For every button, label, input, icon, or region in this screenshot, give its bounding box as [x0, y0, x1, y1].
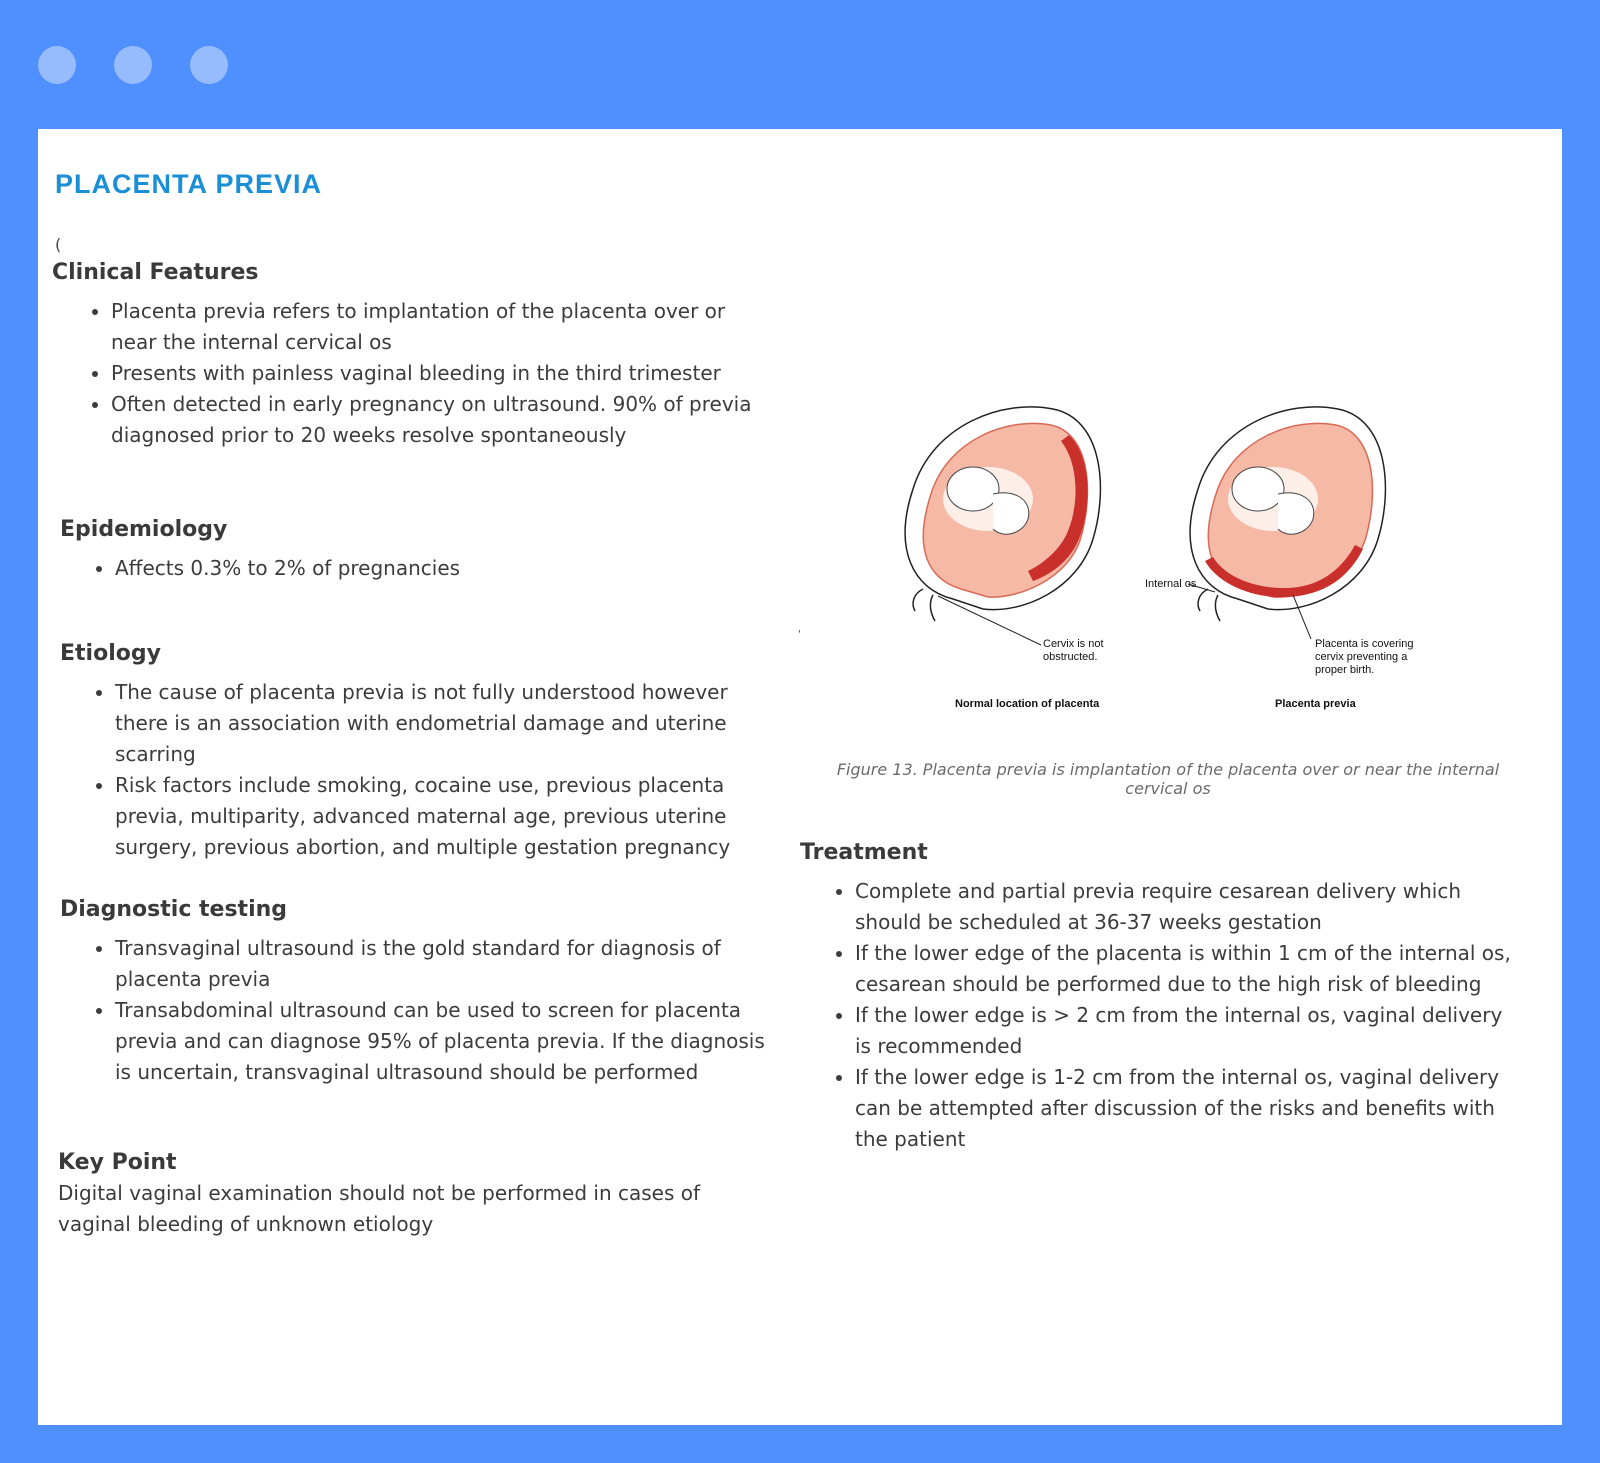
list-item: • Affects 0.3% to 2% of pregnancies — [115, 553, 780, 584]
figure-left-title: Normal location of placenta — [955, 698, 1100, 710]
list-item: • If the lower edge is > 2 cm from the internal os, vaginal delivery is recommended — [855, 1000, 1520, 1062]
section-epidemiology — [60, 515, 780, 584]
stray-character-2: ' — [798, 629, 801, 640]
key-point-text: Digital vaginal examination should not be performed in cases of vaginal bleeding of unknown etiology — [58, 1181, 701, 1236]
section-clinical-features — [52, 258, 776, 451]
section-heading: Etiology — [60, 641, 161, 666]
window-minimize-dot[interactable] — [114, 46, 152, 84]
list-item: • The cause of placenta previa is not fully understood however there is an association with endometrial damage and uterine scarring — [115, 677, 780, 770]
previa-uterus-illustration — [1188, 407, 1385, 639]
bullet-list — [60, 933, 780, 1088]
page-title: PLACENTA PREVIA — [55, 169, 323, 199]
figure-left-note: Cervix is not — [1043, 638, 1104, 650]
normal-uterus-illustration — [905, 407, 1100, 645]
figure-left-note: obstructed. — [1043, 651, 1098, 663]
list-item: • If the lower edge is 1-2 cm from the internal os, vaginal delivery can be attempted after discussion of the risks and benefits with the patient — [855, 1062, 1520, 1155]
section-key-point — [58, 1148, 778, 1240]
figure-right-note: cervix preventing a — [1315, 651, 1408, 663]
section-heading: Treatment — [800, 840, 928, 865]
stray-character: ( — [55, 235, 62, 254]
section-heading: Key Point — [58, 1150, 177, 1175]
figure-caption: Figure 13. Placenta previa is implantation of the placenta over or near the internal cervical os — [836, 760, 1500, 798]
bullet-list — [60, 553, 780, 584]
figure-right-title: Placenta previa — [1275, 698, 1356, 710]
figure-right-note: proper birth. — [1315, 664, 1375, 676]
list-item: • Transvaginal ultrasound is the gold standard for diagnosis of placenta previa — [115, 933, 780, 995]
bullet-list — [60, 677, 780, 863]
section-heading: Epidemiology — [60, 517, 228, 542]
list-item: • Presents with painless vaginal bleeding in the third trimester — [111, 358, 776, 389]
list-item: • Often detected in early pregnancy on ultrasound. 90% of previa diagnosed prior to 20 weeks resolve spontaneously — [111, 389, 776, 451]
figure-internal-os-label: Internal os — [1145, 578, 1197, 590]
list-item: • Complete and partial previa require cesarean delivery which should be scheduled at 36-37 weeks gestation — [855, 876, 1520, 938]
list-item: • If the lower edge of the placenta is within 1 cm of the internal os, cesarean should be performed due to the high risk of bleeding — [855, 938, 1520, 1000]
window-maximize-dot[interactable] — [190, 46, 228, 84]
list-item: • Transabdominal ultrasound can be used to screen for placenta previa and can diagnose 95% of placenta previa. If the diagnosis is uncertain, transvaginal ultrasound should be performed — [115, 995, 780, 1088]
window-close-dot[interactable] — [38, 46, 76, 84]
figure-right-note: Placenta is covering — [1315, 638, 1413, 650]
section-treatment — [800, 838, 1520, 1155]
document-page — [38, 129, 1562, 1425]
section-etiology — [60, 639, 780, 863]
bullet-list — [56, 296, 776, 451]
section-diagnostic-testing — [60, 895, 780, 1088]
section-heading: Diagnostic testing — [60, 897, 288, 922]
list-item: • Placenta previa refers to implantation of the placenta over or near the internal cervical os — [111, 296, 776, 358]
placenta-figure — [893, 399, 1413, 719]
list-item: • Risk factors include smoking, cocaine use, previous placenta previa, multiparity, advanced maternal age, previous uterine surgery, previous abortion, and multiple gestation pregnancy — [115, 770, 780, 863]
bullet-list — [800, 876, 1520, 1155]
section-heading: Clinical Features — [52, 260, 259, 285]
